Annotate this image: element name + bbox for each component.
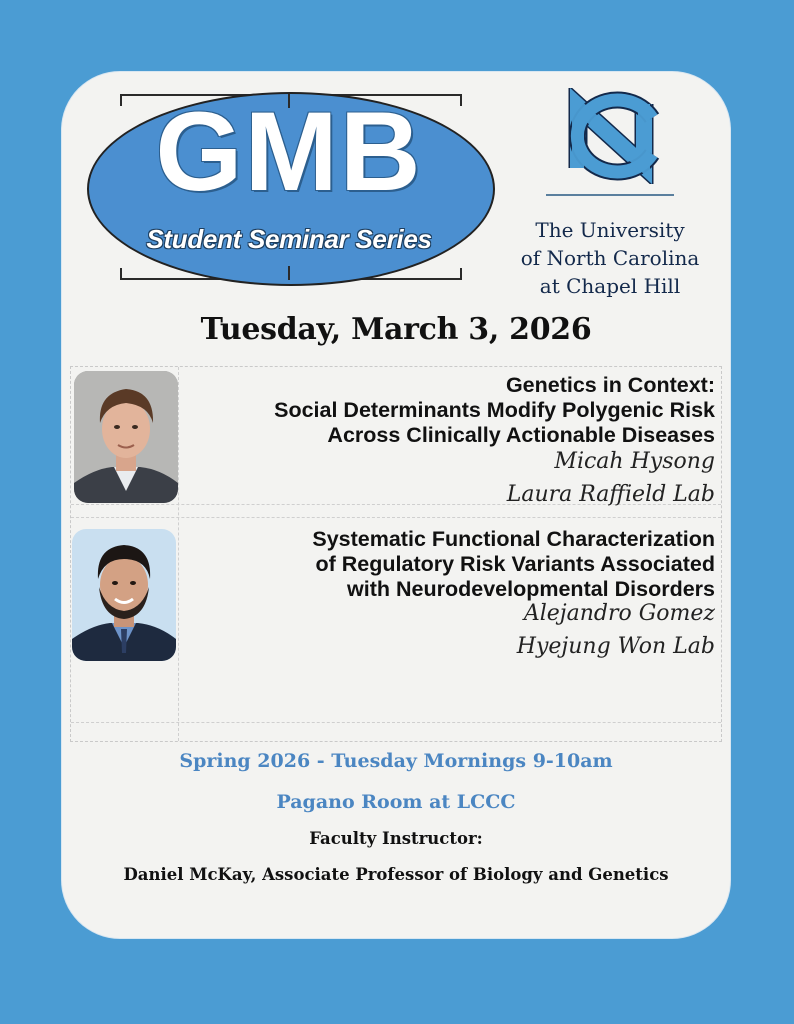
talk-1-lab: Laura Raffield Lab: [506, 482, 715, 507]
seminar-date: Tuesday, March 3, 2026: [200, 312, 592, 347]
talk-1-title: [274, 373, 715, 448]
talk-1-title-line-2: Social Determinants Modify Polygenic Risk: [274, 398, 715, 422]
logo-tick-bottom: [288, 266, 290, 280]
unc-name-line-3: at Chapel Hill: [539, 274, 681, 298]
table-divider-3: [71, 722, 721, 723]
talk-1-title-line-3: Across Clinically Actionable Diseases: [327, 423, 715, 447]
unc-name-line-2: of North Carolina: [520, 246, 700, 270]
talk-1-speaker: Micah Hysong: [554, 449, 715, 474]
talk-2-title: [312, 527, 715, 602]
unc-name: [504, 216, 716, 300]
talk-2-speaker: Alejandro Gomez: [523, 601, 715, 626]
table-divider-vertical: [178, 367, 179, 741]
talk-2-title-line-1: Systematic Functional Characterization: [312, 527, 715, 551]
talks-table: [70, 366, 722, 742]
logo-letters: GMB: [155, 89, 423, 214]
talk-2-lab: Hyejung Won Lab: [516, 634, 715, 659]
speaker-2-photo: [72, 529, 176, 661]
instructor-label: Faculty Instructor:: [309, 829, 483, 848]
flyer-card: [62, 72, 730, 938]
unc-nc-logo-icon: [554, 88, 668, 184]
instructor-name: Daniel McKay, Associate Professor of Biology and Genetics: [123, 865, 669, 884]
talk-1-meta: [507, 445, 715, 511]
schedule-text: Spring 2026 - Tuesday Mornings 9-10am: [179, 750, 613, 772]
unc-name-line-1: The University: [535, 218, 685, 242]
talk-2-title-line-2: of Regulatory Risk Variants Associated: [315, 552, 715, 576]
table-divider-2: [71, 517, 721, 518]
speaker-1-photo: [74, 371, 178, 503]
unc-divider: [546, 194, 674, 196]
speaker-portrait-icon: [72, 529, 176, 661]
talk-2-title-line-3: with Neurodevelopmental Disorders: [347, 577, 715, 601]
talk-2-meta: [517, 597, 715, 663]
logo-series: Student Seminar Series: [146, 224, 432, 254]
talk-1-title-line-1: Genetics in Context:: [505, 373, 715, 397]
location-text: Pagano Room at LCCC: [276, 791, 516, 813]
speaker-portrait-icon: [74, 371, 178, 503]
